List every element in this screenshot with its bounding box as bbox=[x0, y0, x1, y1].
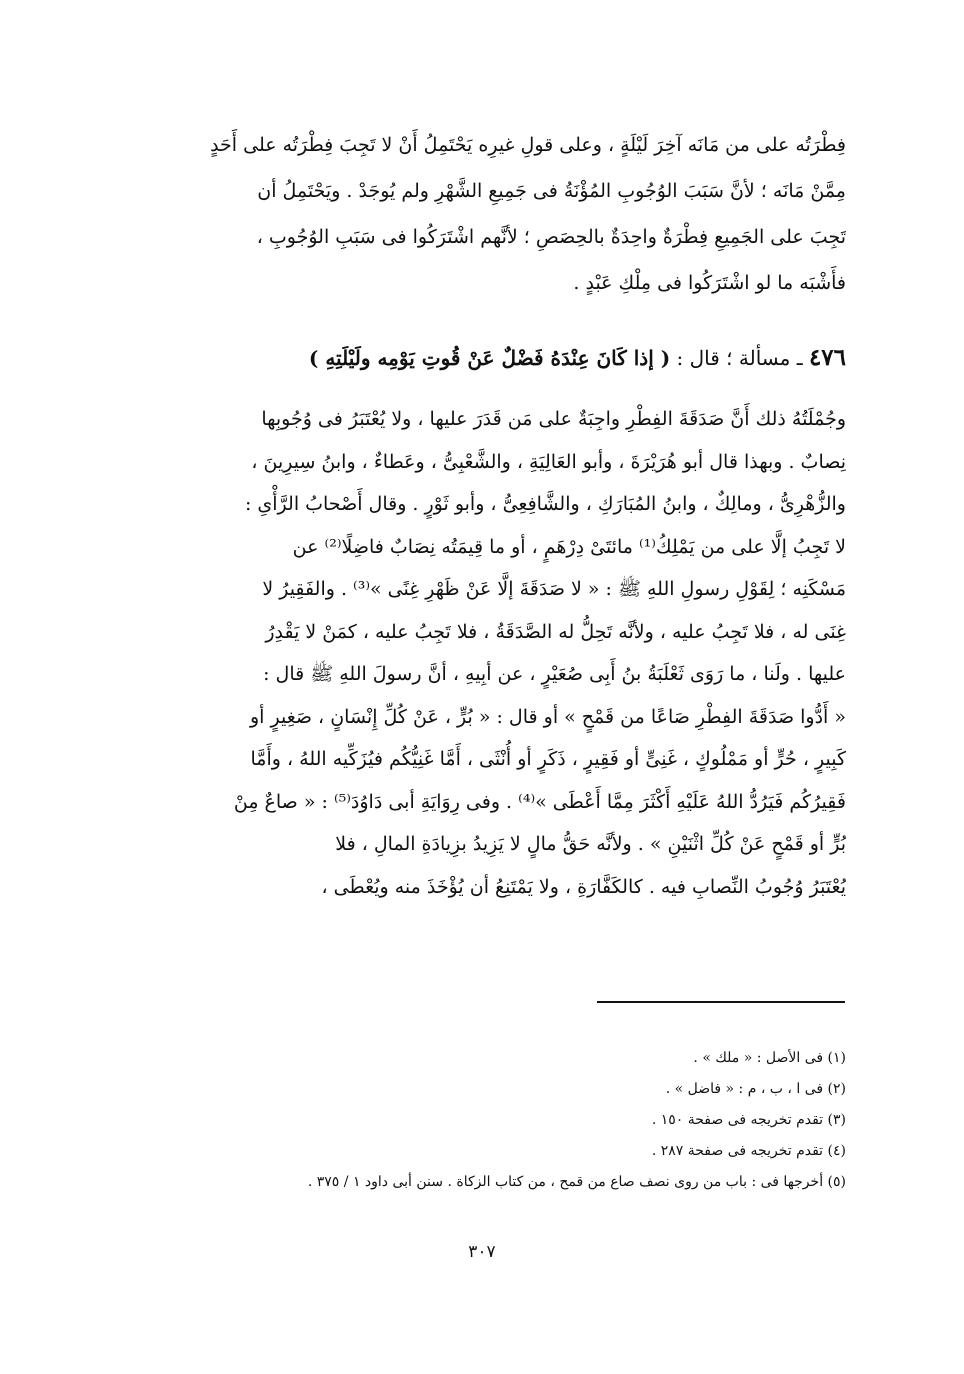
text-line: تَجِبَ على الجَمِيعِ فِطْرَةٌ واحِدَةٌ بالحِصَصِ ؛ لأنَّهم اشْتَرَكُوا فى سَبَبِ الوُجُوبِ ، bbox=[256, 226, 846, 248]
text-line: لا تَجِبُ إلَّا على من يَمْلِكُ⁽¹⁾ مائتَىْ دِرْهَمٍ ، أو ما قِيمَتُه نِصَابٌ فاضِلًا⁽²⁾ عن bbox=[292, 535, 846, 558]
text-line: فِطْرَتُه على من مَانَه آخِرَ لَيْلَةٍ ، وعلى قولِ غيرِه يَحْتَمِلُ أَنْ لا تَجِبَ فِطْرَتُه على أَحَدٍ bbox=[210, 134, 846, 156]
footnote-5: (٥) أخرجها فى : باب من روى نصف صاع من قمح ، من كتاب الزكاة . سنن أبى داود ١ / ٣٧٥ . bbox=[307, 1174, 846, 1190]
text-line: عليها . ولَنا ، ما رَوَى ثَعْلَبَةُ بنُ أَبِى صُعَيْرٍ ، عن أبِيهِ ، أنَّ رسولَ اللهِ ﷺ قال : bbox=[263, 663, 846, 685]
text-line: فَقِيرُكُم فَيَرُدُّ اللهُ عَلَيْهِ أَكْثَرَ مِمَّا أَعْطَى »⁽⁴⁾ . وفى رِوَايَةِ أبى دَاوُدَ⁽⁵⁾ : « صاعٌ مِنْ bbox=[233, 790, 846, 813]
text-line: بُرٍّ أو قَمْحٍ عَنْ كُلِّ اثْنَيْنِ » . ولأنَّه حَقُّ مالٍ لا يَزِيدُ بزِيادَةِ المالِ ، فلا bbox=[335, 833, 846, 855]
text-line: يُعْتَبَرُ وُجُوبُ النِّصابِ فيه . كالكَفَّارَةِ ، ولا يَمْتَنِعُ أن يُؤْخَذَ منه ويُعْطَى ، bbox=[321, 875, 846, 898]
text-line: والزُّهْرِىُّ ، ومالِكٌ ، وابنُ المُبَارَكِ ، والشَّافِعِىُّ ، وأبو ثَوْرٍ . وقال أَصْحابُ الرَّأْىِ : bbox=[244, 493, 846, 515]
text-line: نِصابٌ . وبهذا قال أبو هُرَيْرَةَ ، وأبو العَالِيَةِ ، والشَّعْبِىُّ ، وعَطاءٌ ، وابنُ سِيرِينَ ، bbox=[251, 450, 846, 473]
section-number: ٤٧٦ bbox=[808, 344, 846, 371]
footnote-1: (١) فى الأصل : « ملك » . bbox=[693, 1050, 846, 1066]
text-line: غِنَى له ، فلا تَجِبُ عليه ، ولأنَّه تَحِلُّ له الصَّدَقَةُ ، فلا تَجِبُ عليه ، كمَنْ لا يَقْدِرُ bbox=[265, 620, 846, 643]
footnotes bbox=[150, 1043, 846, 1198]
text-line: مِمَّنْ مَانَه ؛ لأنَّ سَبَبَ الوُجُوبِ المُؤْنَةُ فى جَمِيعِ الشَّهْرِ ولم يُوجَدْ . ويَحْتَمِلُ أن bbox=[257, 180, 846, 202]
text-line: مَسْكَنِه ؛ لِقَوْلِ رسولِ اللهِ ﷺ : « لا صَدَقَةَ إلَّا عَنْ ظَهْرِ غِنًى »⁽³⁾ . والفَقِيرُ لا bbox=[262, 578, 846, 600]
paragraph-main bbox=[150, 398, 846, 908]
paragraph-continuation bbox=[150, 122, 846, 306]
section-prefix: ـ مسألة ؛ قال : bbox=[670, 346, 809, 370]
footnote-2: (٢) فى ا ، ب ، م : « فاضل » . bbox=[665, 1081, 846, 1097]
text-line: وجُمْلَتُهُ ذلك أَنَّ صَدَقَةَ الفِطْرِ واجِبَةٌ على مَن قَدَرَ عليها ، ولا يُعْتَبَرُ فى وُجُوبِها bbox=[261, 408, 846, 430]
page-number: ٣٠٧ bbox=[468, 1242, 496, 1262]
text-line: فأَشْبَه ما لو اشْتَرَكُوا فى مِلْكِ عَبْدٍ . bbox=[573, 272, 846, 294]
section-question: ( إذا كَانَ عِنْدَهُ فَضْلٌ عَنْ قُوتِ يَوْمِه ولَيْلَتِهِ ) bbox=[308, 346, 671, 370]
footnote-4: (٤) تقدم تخريجه فى صفحة ٢٨٧ . bbox=[651, 1143, 846, 1159]
footnote-divider bbox=[597, 1001, 845, 1003]
section-heading bbox=[150, 338, 846, 378]
text-line: « أَدُّوا صَدَقَةَ الفِطْرِ صَاعًا من قَمْحٍ » أو قال : « بُرٍّ ، عَنْ كُلِّ إِنْسَانٍ ، صَغِيرٍ أو bbox=[250, 705, 846, 728]
footnote-3: (٣) تقدم تخريجه فى صفحة ١٥٠ . bbox=[651, 1112, 846, 1128]
text-line: كَبِيرٍ ، حُرٍّ أو مَمْلُوكٍ ، غَنِىٍّ أو فَقِيرٍ ، ذَكَرٍ أو أُنْثَى ، أَمَّا غَنِيُّكُم فيُزَكِّيه اللهُ ، وأَمَّا bbox=[250, 748, 846, 770]
